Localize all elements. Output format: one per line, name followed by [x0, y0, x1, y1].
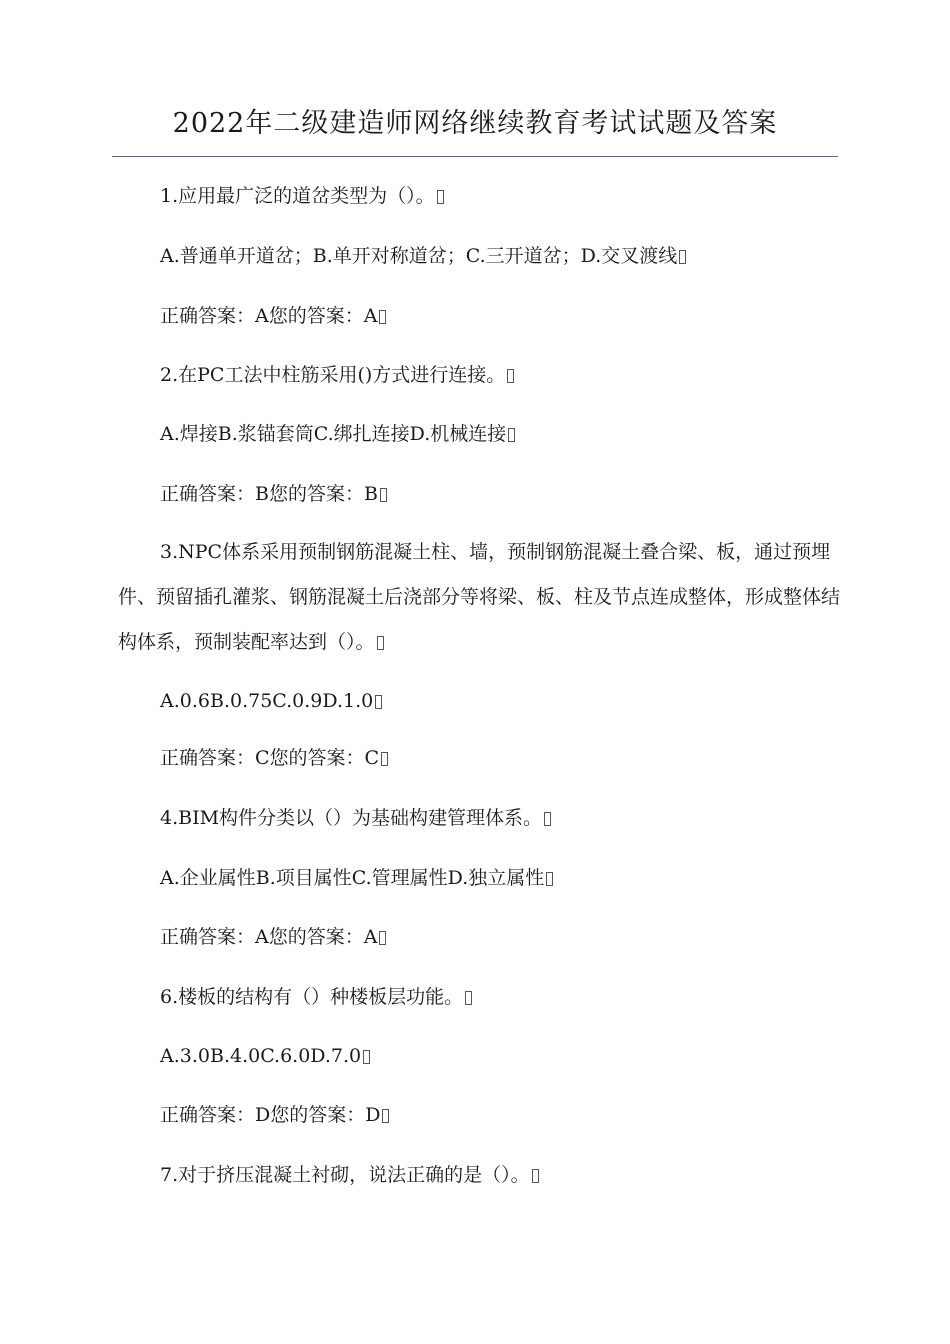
question-6: 6.楼板的结构有（）种楼板层功能。 [160, 983, 472, 1011]
question-3: 3.NPC体系采用预制钢筋混凝土柱、墙，预制钢筋混凝土叠合梁、板，通过预埋件、预留插孔灌浆、钢筋混凝土后浇部分等将梁、板、柱及节点连成整体，形成整体结构体系，预制装配率达到（）。 [118, 541, 841, 653]
paragraph-mark-icon [381, 752, 388, 766]
paragraph-mark-icon [544, 812, 551, 826]
paragraph-mark-icon [437, 190, 444, 204]
question-4-answer: 正确答案：A您的答案：A [160, 923, 386, 951]
paragraph-mark-icon [532, 1169, 539, 1183]
paragraph-mark-icon [382, 1109, 389, 1123]
question-4-options: A.企业属性B.项目属性C.管理属性D.独立属性 [160, 864, 553, 892]
paragraph-mark-icon [380, 488, 387, 502]
paragraph-mark-icon [546, 872, 553, 886]
document-title: 2022年二级建造师网络继续教育考试试题及答案 [172, 108, 778, 139]
question-3-answer: 正确答案：C您的答案：C [160, 744, 388, 772]
question-2: 2.在PC工法中柱筋采用()方式进行连接。 [160, 361, 514, 389]
paragraph-mark-icon [465, 991, 472, 1005]
paragraph-mark-icon [375, 695, 382, 709]
question-2-options: A.焊接B.浆锚套筒C.绑扎连接D.机械连接 [160, 420, 515, 448]
question-4: 4.BIM构件分类以（）为基础构建管理体系。 [160, 804, 551, 832]
title-divider [112, 156, 838, 157]
paragraph-mark-icon [679, 250, 686, 264]
paragraph-mark-icon [507, 369, 514, 383]
question-6-options: A.3.0B.4.0C.6.0D.7.0 [160, 1042, 370, 1070]
paragraph-mark-icon [379, 931, 386, 945]
question-1-answer: 正确答案：A您的答案：A [160, 302, 386, 330]
question-3-options: A.0.6B.0.75C.0.9D.1.0 [160, 687, 382, 715]
question-6-answer: 正确答案：D您的答案：D [160, 1101, 389, 1129]
paragraph-mark-icon [508, 428, 515, 442]
paragraph-mark-icon [379, 310, 386, 324]
paragraph-mark-icon [363, 1050, 370, 1064]
question-2-answer: 正确答案：B您的答案：B [160, 480, 387, 508]
question-7: 7.对于挤压混凝土衬砌，说法正确的是（）。 [160, 1161, 539, 1189]
question-1-options: A.普通单开道岔；B.单开对称道岔；C.三开道岔；D.交叉渡线 [160, 242, 686, 270]
paragraph-mark-icon [377, 636, 384, 650]
question-1: 1.应用最广泛的道岔类型为（）。 [160, 182, 444, 210]
